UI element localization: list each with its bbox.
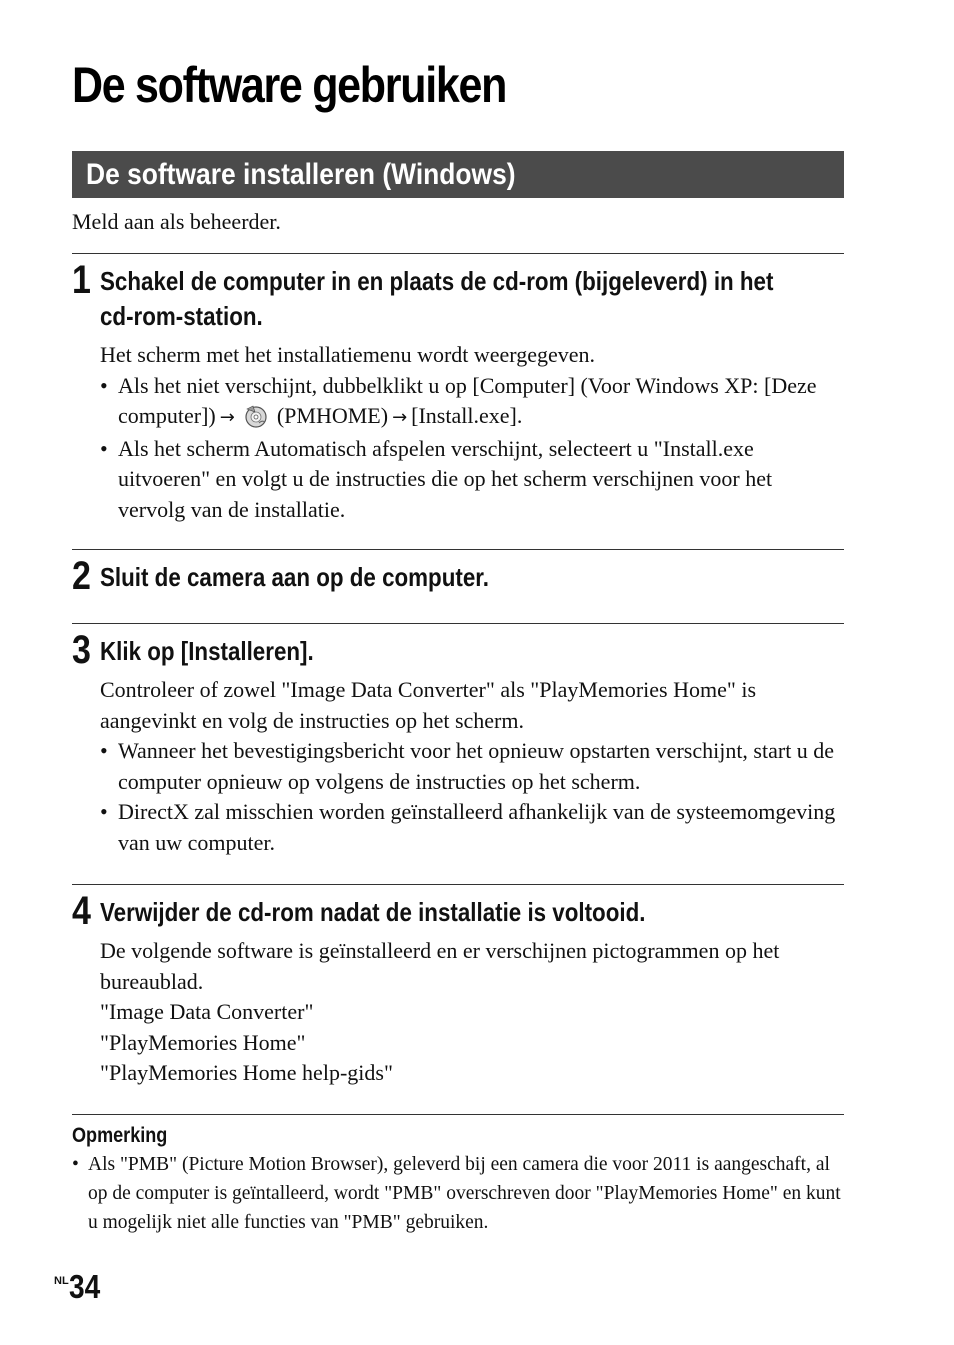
divider: [72, 1114, 844, 1115]
step-1-bullet-1-text-b: (PMHOME): [276, 403, 389, 428]
step-1-bullet-1: [100, 371, 844, 434]
divider: [72, 549, 844, 550]
section-title: De software installeren (Windows): [86, 158, 516, 191]
page-number: [54, 1268, 105, 1306]
cd-rom-icon: [243, 403, 269, 429]
software-item: "PlayMemories Home help-gids": [100, 1060, 393, 1085]
step-1-number: 1: [72, 258, 91, 302]
step-1-heading-line-1: Schakel de computer in en plaats de cd-rom (bijgeleverd) in het: [100, 266, 774, 296]
note-body: [72, 1150, 844, 1237]
divider: [72, 623, 844, 624]
arrow-icon: →: [392, 407, 408, 428]
step-1-body: [100, 340, 844, 525]
step-4-text: De volgende software is geïnstalleerd en er verschijnen pictogrammen op het bureaublad.: [100, 938, 780, 994]
software-item: "Image Data Converter": [100, 999, 314, 1024]
step-3-number: 3: [72, 628, 91, 672]
step-4-number: 4: [72, 889, 91, 933]
step-3-body: [100, 675, 844, 858]
page-language: NL: [54, 1275, 69, 1287]
section-header: [72, 151, 844, 198]
step-1-heading-line-2: cd-rom-station.: [100, 301, 263, 331]
step-1-bullet-1-text-a: Als het niet verschijnt, dubbelklikt u op [Computer] (Voor Windows XP: [Deze computer]): [118, 372, 817, 428]
note-title: Opmerking: [72, 1124, 168, 1147]
step-4-body: [100, 936, 844, 1089]
page-title: De software gebruiken: [72, 57, 507, 113]
note-bullet: • Als "PMB" (Picture Motion Browser), geleverd bij een camera die voor 2011 is aangeschaft, al op de computer is geïntalleerd, wordt "PMB" overschreven door "PlayMemories Home" en kunt u mogelijk niet alle functies van "PMB" gebruiken.: [72, 1150, 844, 1237]
divider: [72, 253, 844, 254]
step-1-text: Het scherm met het installatiemenu wordt weergegeven.: [100, 342, 596, 367]
step-3-text: Controleer of zowel "Image Data Converter" als "PlayMemories Home" is aangevinkt en volg de instructies op het scherm.: [100, 677, 757, 733]
step-3-bullet-2: • DirectX zal misschien worden geïnstalleerd afhankelijk van de systeemomgeving van uw computer.: [100, 797, 844, 858]
software-item: "PlayMemories Home": [100, 1029, 306, 1055]
step-3-bullet-1: • Wanneer het bevestigingsbericht voor het opnieuw opstarten verschijnt, start u de computer opnieuw op volgens de instructies op het scherm.: [100, 736, 844, 797]
step-2-number: 2: [72, 554, 91, 598]
step-1-heading: [100, 264, 774, 334]
step-3-heading: Klik op [Installeren].: [100, 636, 314, 666]
page-number-value: 34: [68, 1268, 100, 1305]
divider: [72, 884, 844, 885]
arrow-icon: →: [219, 407, 235, 428]
step-2-heading: Sluit de camera aan op de computer.: [100, 562, 489, 592]
step-1-bullet-2: • Als het scherm Automatisch afspelen verschijnt, selecteert u "Install.exe uitvoeren" en volgt u de instructies die op het scherm verschijnen voor het vervolg van de installatie.: [100, 434, 844, 526]
intro-text: Meld aan als beheerder.: [72, 209, 281, 234]
step-1-bullet-1-text-c: [Install.exe].: [411, 403, 523, 428]
step-4-heading: Verwijder de cd-rom nadat de installatie is voltooid.: [100, 897, 646, 927]
